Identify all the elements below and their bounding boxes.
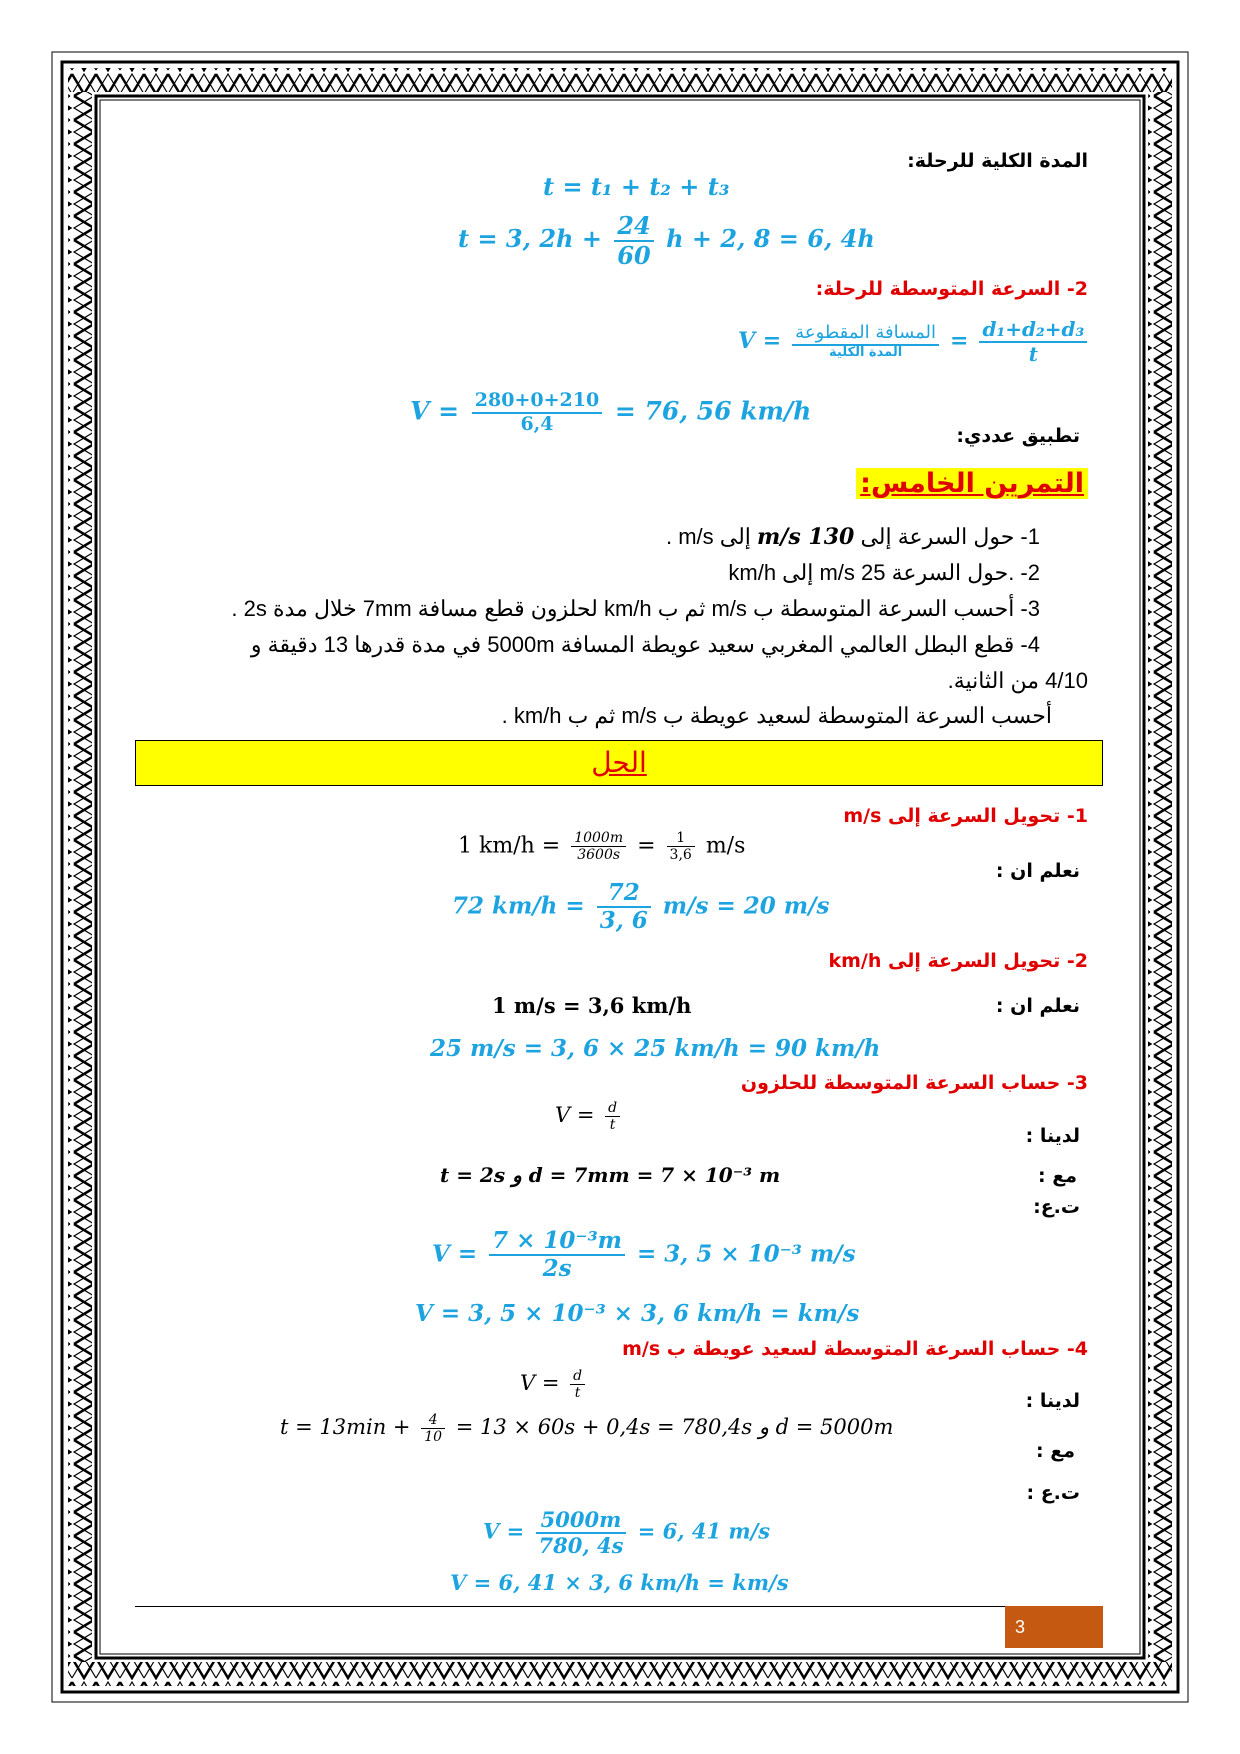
solution-1-result: 72 km/h = $\frac{72}{3, 6}$ m/s = 20 m/s (452, 879, 830, 935)
solution-2-result: 25 m/s = 3, 6 × 25 km/h = 90 km/h (430, 1035, 881, 1062)
question-3: 3- أحسب السرعة المتوسطة ب m/s ثم ب km/h لحلزون قطع مسافة 7mm خلال مدة 2s . (231, 596, 1040, 621)
eq-total-time-sum: t = t₁ + t₂ + t₃ (543, 172, 730, 201)
solution-4-result: V = $\frac{5000m}{780, 4s}$ = 6, 41 m/s (483, 1507, 771, 1559)
solution-4-data: t = 13min + $\frac{4}{10}$ = 13 × 60s + 0,4s = 780,4s و d = 5000m (280, 1412, 894, 1446)
page-number: 3 (1015, 1617, 1026, 1637)
solution-4-result-kmh: V = 6, 41 × 3, 6 km/h = km/s (450, 1570, 789, 1595)
solution-1-identity: 1 km/h = $\frac{1000m}{3600s}$ = $\frac{1}{3,6}$ m/s (458, 830, 746, 864)
eq-total-time-value: t = 3, 2h + $\frac{24}{60}$ h + 2, 8 = 6, 4h (458, 211, 875, 270)
avg-speed-formula: V = $\frac{\text{المسافة المقطوعة}}{\text{المدة الكلية}}$ = $\frac{\text{d₁+d₂+d₃}}{t}$ (738, 318, 1091, 366)
exercise-title: التمرين الخامس: (856, 468, 1088, 499)
solution-3-result: V = $\frac{\text{7 × 10⁻³m}}{2s}$ = 3, 5 × 10⁻³ m/s (432, 1227, 856, 1283)
question-4-line-2: 4/10 من الثانية. (947, 668, 1088, 693)
solution-2-heading: 2- تحويل السرعة إلى km/h (828, 950, 1088, 972)
avg-speed-heading: 2- السرعة المتوسطة للرحلة: (815, 278, 1088, 300)
solution-3-formula: V = $\frac{d}{t}$ (555, 1100, 624, 1133)
solution-3-with: مع : (1038, 1165, 1077, 1187)
total-time-label: المدة الكلية للرحلة: (907, 150, 1088, 172)
question-4-line-3: أحسب السرعة المتوسطة لسعيد عويطة ب m/s ثم ب km/h . (501, 703, 1052, 728)
solution-2-identity: 1 m/s = 3,6 km/h (492, 993, 692, 1018)
solution-3-heading: 3- حساب السرعة المتوسطة للحلزون (740, 1072, 1088, 1094)
page-number-badge (1005, 1606, 1103, 1648)
solution-4-application: ت.ع : (1026, 1482, 1080, 1504)
avg-speed-numeric: V = $\frac{280+0+210}{6,4}$ = 76, 56 km/h (410, 389, 812, 435)
solution-3-data: t = 2s و d = 7mm = 7 × 10⁻³ m (440, 1163, 781, 1187)
solution-3-given: لدينا : (1025, 1125, 1080, 1147)
question-2: 2- .حول السرعة 25 m/s إلى km/h (728, 560, 1040, 585)
question-4-line-1: 4- قطع البطل العالمي المغربي سعيد عويطة المسافة 5000m في مدة قدرها 13 دقيقة و (250, 632, 1040, 657)
solution-3-application: ت.ع: (1033, 1196, 1080, 1218)
solution-4-heading: 4- حساب السرعة المتوسطة لسعيد عويطة ب m/s (622, 1338, 1088, 1360)
solution-2-we-know: نعلم ان : (995, 995, 1080, 1017)
solution-1-heading: 1- تحويل السرعة إلى m/s (843, 805, 1088, 827)
footer-rule (135, 1606, 1103, 1607)
numeric-application-label: تطبيق عددي: (956, 425, 1080, 447)
solution-3-result-kmh: V = 3, 5 × 10⁻³ × 3, 6 km/h = km/s (415, 1300, 860, 1327)
solution-4-formula: V = $\frac{d}{t}$ (520, 1368, 589, 1401)
solution-1-we-know: نعلم ان : (995, 860, 1080, 882)
question-1: 1- حول السرعة إلى 130 m/s إلى m/s . (665, 524, 1040, 550)
solution-4-given: لدينا : (1025, 1390, 1080, 1412)
solution-title-box (135, 740, 1103, 786)
solution-title: الحل (591, 746, 647, 779)
solution-4-with: مع : (1036, 1440, 1075, 1462)
